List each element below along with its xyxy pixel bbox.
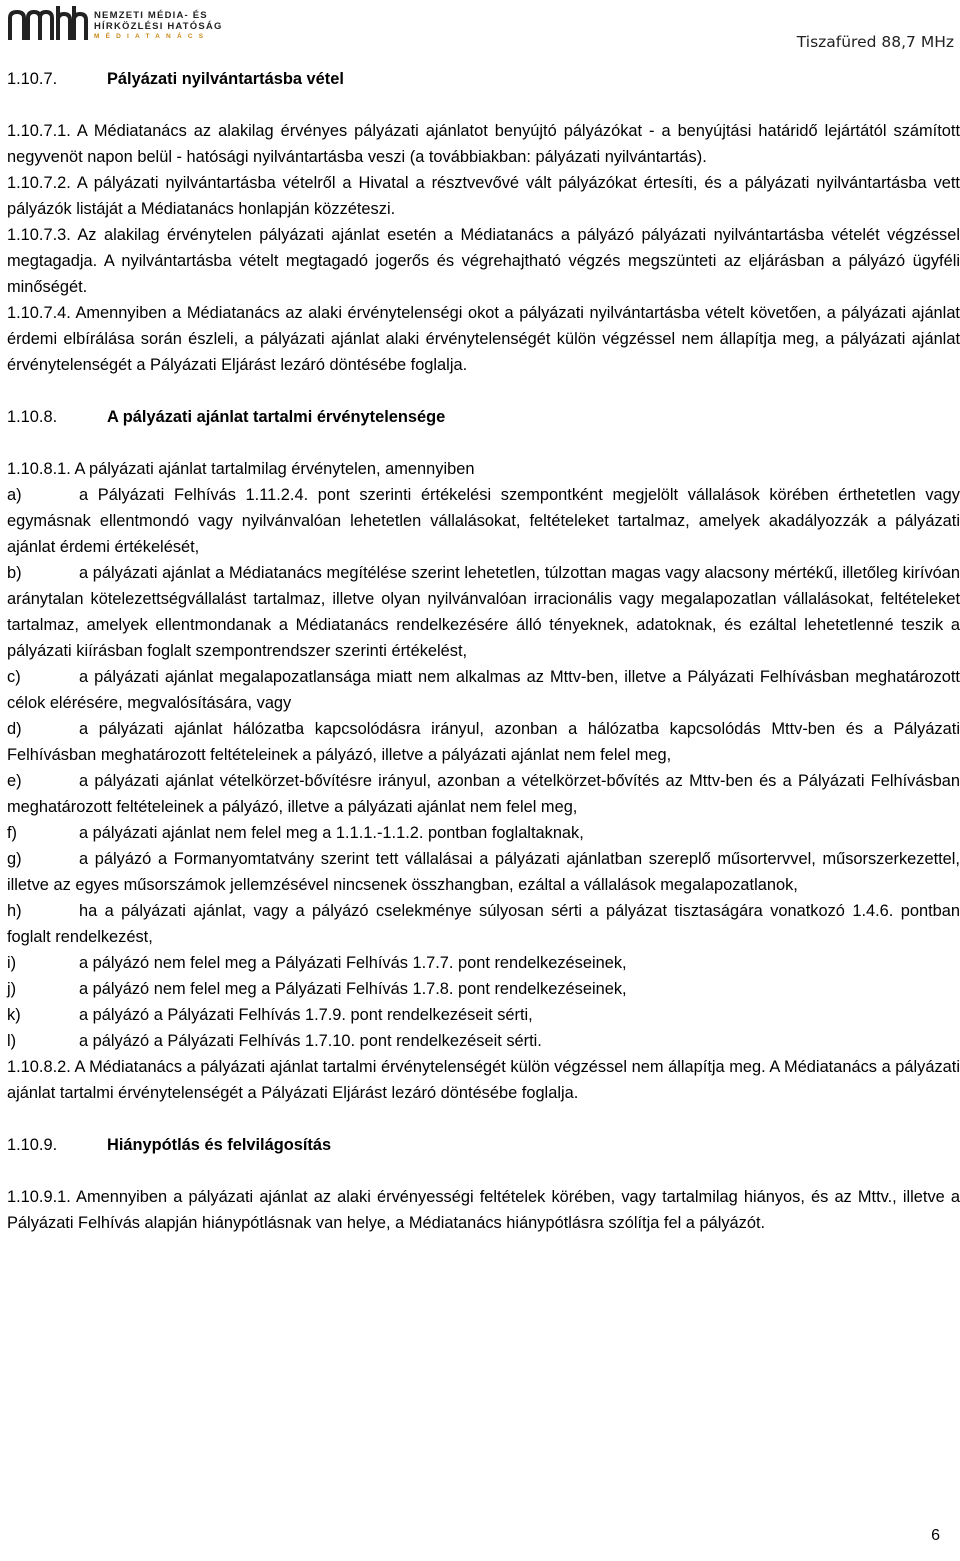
paragraph-1-10-7-4: 1.10.7.4. Amennyiben a Médiatanács az alaki érvénytelenségi okot a pályázati nyilvántartásba vételt követően, a pályázati ajánlat érdemi elbírálása során észleli, a pályázati ajánlat alaki érvénytelenségét külön végzéssel nem állapítja meg, a pályázati ajánlat érvénytelenségét a Pályázati Eljárást lezáró döntésébe foglalja. [7, 304, 960, 374]
list-item-label: e) [7, 772, 22, 790]
list-item-text: a pályázati ajánlat megalapozatlansága miatt nem alkalmas az Mttv-ben, illetve a Pályázati Felhívásban meghatározott célok elérésére, megvalósítására, vagy [7, 668, 960, 712]
list-item-label: a) [7, 486, 22, 504]
paragraph-1-10-9-1: 1.10.9.1. Amennyiben a pályázati ajánlat az alaki érvényességi feltételek körében, vagy tartalmilag hiányos, és az Mttv., illetve a Pályázati Felhívás alapján hiánypótlásnak van helye, a Médiatanács hiánypótlásra szólítja fel a pályázót. [7, 1188, 960, 1232]
list-item [7, 1028, 960, 1054]
list-item [7, 560, 960, 664]
list-item [7, 898, 960, 950]
org-name-line-2: HÍRKÖZLÉSI HATÓSÁG [94, 21, 223, 32]
list-item-label: h) [7, 902, 22, 920]
list-item-label: g) [7, 850, 22, 868]
list-item [7, 482, 960, 560]
section-number: 1.10.7. [7, 70, 58, 88]
list-item-label: c) [7, 668, 21, 686]
org-name [94, 10, 223, 32]
section-title: Hiánypótlás és felvilágosítás [107, 1136, 332, 1154]
paragraph-1-10-7-1: 1.10.7.1. A Médiatanács az alakilag érvényes pályázati ajánlatot benyújtó pályázókat - a benyújtási határidő lejártától számított negyvenöt napon belül - hatósági nyilvántartásba veszi (a továbbiakban: pályázati nyilvántartás). [7, 122, 960, 166]
list-item-text: a pályázó a Pályázati Felhívás 1.7.9. pont rendelkezéseit sérti, [79, 1006, 533, 1024]
section-heading-1-10-9 [7, 1132, 960, 1158]
list-item-text: a pályázó nem felel meg a Pályázati Felhívás 1.7.8. pont rendelkezéseinek, [79, 980, 627, 998]
section-title: Pályázati nyilvántartásba vétel [107, 70, 344, 88]
document-body [7, 66, 960, 1236]
org-subtitle: MÉDIATANÁCS [94, 33, 210, 40]
list-item-text: a pályázati ajánlat vételkörzet-bővítésre irányul, azonban a vételkörzet-bővítés az Mttv-ben és a Pályázati Felhívásban meghatározott feltételeinek a pályázó, illetve a pályázati ajánlat nem felel meg, [7, 772, 960, 816]
list-item-label: j) [7, 980, 17, 998]
page-header [0, 0, 960, 60]
list-item-text: a pályázati ajánlat nem felel meg a 1.1.1.-1.1.2. pontban foglaltaknak, [79, 824, 584, 842]
list-item [7, 820, 960, 846]
paragraph-1-10-8-1: 1.10.8.1. A pályázati ajánlat tartalmilag érvénytelen, amennyiben [7, 460, 475, 478]
list-item [7, 976, 960, 1002]
section-title: A pályázati ajánlat tartalmi érvénytelensége [107, 408, 446, 426]
list-item [7, 950, 960, 976]
list-item-text: a pályázó a Pályázati Felhívás 1.7.10. pont rendelkezéseit sérti. [79, 1032, 542, 1050]
list-item [7, 716, 960, 768]
paragraph-1-10-7-2: 1.10.7.2. A pályázati nyilvántartásba vételről a Hivatal a résztvevővé vált pályázókat értesíti, és a pályázati nyilvántartásba vett pályázók listáját a Médiatanács honlapján közzéteszi. [7, 174, 960, 218]
condition-list [7, 482, 960, 1054]
section-heading-1-10-7 [7, 66, 960, 92]
list-item [7, 846, 960, 898]
paragraph-1-10-8-2: 1.10.8.2. A Médiatanács a pályázati ajánlat tartalmi érvénytelenségét külön végzéssel nem állapítja meg. A Médiatanács a pályázati ajánlat tartalmi érvénytelenségét a Pályázati Eljárást lezáró döntésébe foglalja. [7, 1058, 960, 1102]
section-number: 1.10.9. [7, 1136, 58, 1154]
list-item-text: a Pályázati Felhívás 1.11.2.4. pont szerinti értékelési szempontként megjelölt vállalások körében érthetetlen vagy egymásnak ellentmondó vagy nyilvánvalóan lehetetlen vállalásokat, feltételeket tartalmaz, amelyek akadályozzák a pályázati ajánlat érdemi értékelését, [7, 486, 960, 556]
list-item-label: l) [7, 1032, 17, 1050]
page-number: 6 [931, 1527, 940, 1544]
list-item-text: a pályázati ajánlat hálózatba kapcsolódásra irányul, azonban a hálózatba kapcsolódás Mttv-ben és a Pályázati Felhívásban meghatározott feltételeinek a pályázó, illetve a pályázati ajánlat nem felel meg, [7, 720, 960, 764]
org-name-line-1: NEMZETI MÉDIA- ÉS [94, 10, 208, 21]
list-item [7, 768, 960, 820]
nmhh-logo [8, 4, 238, 44]
paragraph-1-10-7-3: 1.10.7.3. Az alakilag érvénytelen pályázati ajánlat esetén a Médiatanács a pályázó pályázati nyilvántartásba vételét végzéssel megtagadja. A nyilvántartásba vételt megtagadó jogerős és végrehajtható végzés megszünteti az eljárásban a pályázó ügyféli minőségét. [7, 226, 960, 296]
list-item-label: d) [7, 720, 22, 738]
list-item-label: b) [7, 564, 22, 582]
list-item-label: i) [7, 954, 17, 972]
list-item-text: a pályázati ajánlat a Médiatanács megítélése szerint lehetetlen, túlzottan magas vagy alacsony mértékű, illetőleg kirívóan aránytalan kötelezettségvállalást tartalmaz, illetve olyan nyilvánvalóan irracionális vagy megalapozatlan vállalásokat, feltételeket tartalmaz, amelyek ellentmondanak a Médiatanács rendelkezésére álló tényeknek, adatoknak, és ezáltal lehetetlenné teszik a pályázati kiírásban foglalt szempontrendszer szerinti értékelést, [7, 564, 960, 660]
list-item [7, 1002, 960, 1028]
section-heading-1-10-8 [7, 404, 960, 430]
list-item-text: a pályázó a Formanyomtatvány szerint tett vállalásai a pályázati ajánlatban szereplő műsortervvel, műsorszerkezettel, illetve az egyes műsorszámok jellemzésével nincsenek összhangban, ezáltal a vállalások megalapozatlanok, [7, 850, 960, 894]
list-item-text: a pályázó nem felel meg a Pályázati Felhívás 1.7.7. pont rendelkezéseinek, [79, 954, 627, 972]
list-item-text: ha a pályázati ajánlat, vagy a pályázó cselekménye súlyosan sérti a pályázat tisztaságára vonatkozó 1.4.6. pontban foglalt rendelkezést, [7, 902, 960, 946]
nmhh-logo-mark [8, 6, 88, 42]
list-item [7, 664, 960, 716]
list-item-label: k) [7, 1006, 21, 1024]
list-item-label: f) [7, 824, 18, 842]
section-number: 1.10.8. [7, 408, 58, 426]
station-title: Tiszafüred 88,7 MHz [796, 33, 954, 51]
